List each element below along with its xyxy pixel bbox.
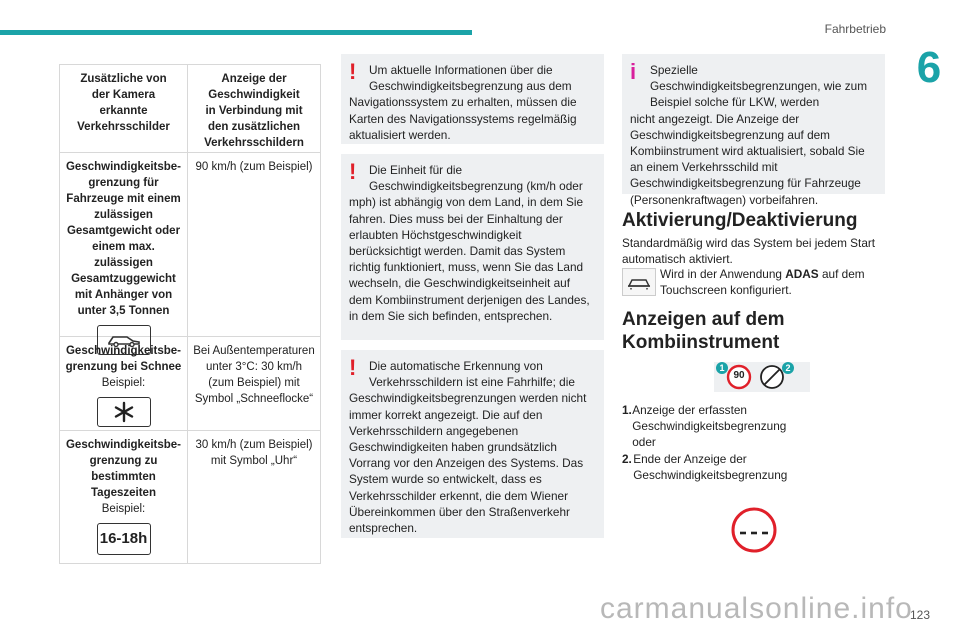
row-value: 90 km/h (zum Beispiel) <box>195 161 313 173</box>
list-item: 2. Ende der Anzeige der Geschwindigkeitsbegrenzung <box>622 452 788 483</box>
row-value: Bei Außentemperaturen unter 3°C: 30 km/h (zum Beispiel) mit Symbol „Schneeflocke“ <box>193 345 315 405</box>
cluster-illustration <box>714 362 810 392</box>
page-number: 123 <box>909 608 930 622</box>
table-row <box>60 337 320 431</box>
list-item: 1. Anzeige der erfassten Geschwindigkeitsbegrenzung oder <box>622 403 787 450</box>
activation-heading: Aktivierung/Deaktivierung <box>622 210 858 231</box>
row-label: Geschwindigkeitsbe-grenzung für Fahrzeuge mit einem zulässigen Gesamtgewicht oder einem max. zulässigen Gesamtzuggewicht mit Anhänger von unter 3,5 Tonnen <box>65 161 182 317</box>
warning-icon: ! <box>349 59 357 84</box>
row-sublabel: Beispiel: <box>101 503 146 515</box>
time-sign-icon: 16-18h <box>97 523 151 555</box>
traffic-sign-table <box>59 64 321 564</box>
table-header-row <box>60 65 320 153</box>
warning-note: ! Die automatische Erkennung von Verkehrsschildern ist eine Fahrhilfe; die Geschwindigkeitsbegrenzungen werden nicht immer korrekt angezeigt. Die auf den Verkehrsschildern angegebenen Geschwindigkeiten haben grundsätzlich Vorrang vor den Anzeigen des Systems. Das System wurde so entwickelt, dass es Verkehrsschilder erkennt, die dem Wiener Übereinkommen über den Straßenverkehr entsprechen. <box>341 350 604 538</box>
activation-text: Standardmäßig wird das System bei jedem Start automatisch aktiviert. <box>622 236 876 267</box>
warning-note: ! Um aktuelle Informationen über die Geschwindigkeitsbegrenzung aus dem Navigationssystem zu erhalten, müssen die Karten des Navigationssystems regelmäßig aktualisiert werden. <box>341 54 604 144</box>
badge-2: 2 <box>785 363 791 373</box>
warning-note: ! Die Einheit für die Geschwindigkeitsbegrenzung (km/h oder mph) ist abhängig von dem Land, in dem Sie fahren. Dies muss bei der Einhaltung der erlaubten Höchstgeschwindigkeit berücksichtigt werden. Damit das System richtig funktioniert, muss, wenn Sie das Land wechseln, die Geschwindigkeitseinheit auf dem Kombiinstrument derjenigen des Landes, in dem Sie sich befinden, entsprechen. <box>341 154 604 340</box>
warning-icon: ! <box>349 159 357 184</box>
row-label: Geschwindigkeitsbe-grenzung bei Schnee <box>65 345 182 373</box>
table-row <box>60 153 320 337</box>
snowflake-icon <box>97 397 151 427</box>
table-row <box>60 431 320 563</box>
warning-icon: ! <box>349 355 357 380</box>
row-sublabel: Beispiel: <box>101 377 146 389</box>
table-header-col2: Anzeige der Geschwindigkeit in Verbindung mit den zusätzlichen Verkehrsschildern <box>204 73 304 149</box>
chapter-number: 6 <box>898 40 960 96</box>
header-bar <box>0 30 472 35</box>
row-value: 30 km/h (zum Beispiel) mit Symbol „Uhr“ <box>195 439 313 467</box>
speed-sign-value: 90 <box>733 370 745 381</box>
table-header-col1: Zusätzliche von der Kamera erkannte Verkehrsschilder <box>60 65 188 152</box>
display-heading: Anzeigen auf dem Kombiinstrument <box>622 309 785 353</box>
watermark: carmanualsonline.info <box>600 592 913 625</box>
adas-text: Wird in der Anwendung ADAS auf dem Touchscreen konfiguriert. <box>660 267 865 298</box>
end-limit-icon <box>730 506 778 559</box>
info-icon: i <box>630 59 637 84</box>
info-note: i Spezielle Geschwindigkeitsbegrenzungen, wie zum Beispiel solche für LKW, werden nicht angezeigt. Die Anzeige der Geschwindigkeitsbegrenzung auf dem Kombiinstrument wird aktualisiert, sobald Sie an einem Verkehrsschild mit Geschwindigkeitsbegrenzung für Fahrzeuge (Personenkraftwagen) vorbeifahren. <box>622 54 885 194</box>
badge-1: 1 <box>719 363 725 373</box>
adas-icon <box>622 268 656 296</box>
row-label: Geschwindigkeitsbe-grenzung zu bestimmten Tageszeiten <box>65 439 182 499</box>
section-title: Fahrbetrieb <box>824 22 886 36</box>
